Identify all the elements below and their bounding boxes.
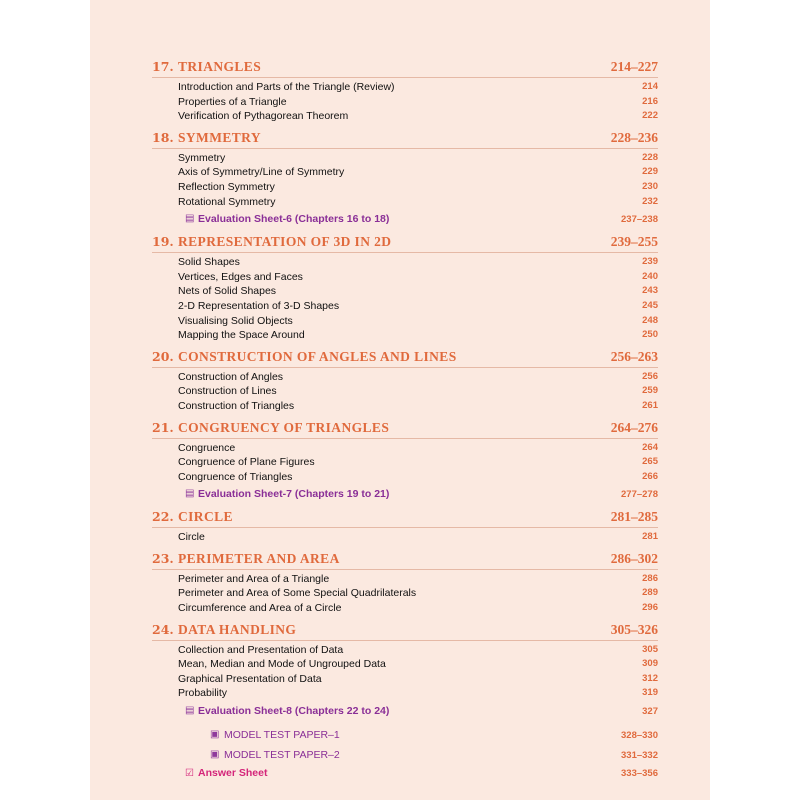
topic-page: 296 — [642, 602, 658, 614]
topic-entry[interactable] — [152, 456, 658, 471]
topic-entry[interactable] — [152, 96, 658, 111]
answer-title: Answer Sheet — [198, 767, 268, 780]
topic-page: 261 — [642, 399, 658, 411]
topic-title: Mean, Median and Mode of Ungrouped Data — [178, 658, 386, 671]
topic-page: 289 — [642, 587, 658, 599]
topic-title: Perimeter and Area of a Triangle — [178, 572, 330, 585]
topic-page: 264 — [642, 441, 658, 453]
topic-page: 312 — [642, 672, 658, 684]
topic-entry[interactable] — [152, 385, 658, 400]
topic-entry[interactable] — [152, 166, 658, 181]
topic-page: 250 — [642, 329, 658, 341]
table-of-contents — [152, 58, 658, 783]
chapter-number: 19. — [152, 234, 174, 250]
topic-entry[interactable] — [152, 602, 658, 617]
document-icon: ▤ — [185, 488, 195, 500]
topic-title: Collection and Presentation of Data — [178, 643, 344, 656]
topic-page: 266 — [642, 470, 658, 482]
chapter-title: REPRESENTATION OF 3D IN 2D — [178, 234, 392, 250]
answer-sheet-entry[interactable] — [152, 765, 658, 783]
topic-title: Graphical Presentation of Data — [178, 672, 322, 685]
topic-entry[interactable] — [152, 196, 658, 211]
topic-title: Reflection Symmetry — [178, 180, 275, 193]
topic-title: Construction of Lines — [178, 385, 277, 398]
topic-title: Properties of a Triangle — [178, 95, 287, 108]
chapter-page-range: 228–236 — [610, 129, 658, 145]
chapter-page-range: 256–263 — [610, 348, 658, 364]
square-icon: ▣ — [210, 749, 220, 761]
evaluation-page: 277–278 — [621, 489, 658, 501]
topic-title: Rotational Symmetry — [178, 195, 276, 208]
topic-title: Congruence — [178, 441, 236, 454]
topic-page: 232 — [642, 195, 658, 207]
model-page: 331–332 — [621, 750, 658, 762]
chapter-title: CIRCLE — [178, 509, 233, 525]
chapter-title: PERIMETER AND AREA — [178, 550, 340, 566]
topic-page: 239 — [642, 256, 658, 268]
chapter-heading[interactable] — [152, 129, 658, 149]
topic-entry[interactable] — [152, 658, 658, 673]
topic-title: Verification of Pythagorean Theorem — [178, 110, 349, 123]
topic-page: 281 — [642, 531, 658, 543]
model-title: MODEL TEST PAPER–1 — [224, 729, 340, 742]
topic-entry[interactable] — [152, 400, 658, 415]
chapter-number: 22. — [152, 509, 174, 525]
square-icon: ▣ — [210, 729, 220, 741]
topic-entry[interactable] — [152, 644, 658, 659]
checkbox-icon: ☑ — [185, 768, 194, 780]
topic-page: 243 — [642, 285, 658, 297]
chapter-number: 21. — [152, 419, 174, 435]
topic-title: 2-D Representation of 3-D Shapes — [178, 299, 340, 312]
chapter-section — [152, 348, 658, 415]
model-page: 328–330 — [621, 730, 658, 742]
topic-entry[interactable] — [152, 152, 658, 167]
topic-title: Symmetry — [178, 151, 226, 164]
topic-page: 229 — [642, 166, 658, 178]
chapter-heading[interactable] — [152, 508, 658, 528]
topic-page: 214 — [642, 81, 658, 92]
evaluation-page: 327 — [642, 706, 658, 718]
topic-title: Introduction and Parts of the Triangle (Review) — [178, 81, 395, 93]
topic-title: Construction of Triangles — [178, 399, 295, 412]
chapter-number: 20. — [152, 348, 174, 364]
answer-page: 333–356 — [621, 768, 658, 780]
topic-entry[interactable] — [152, 271, 658, 286]
topic-title: Perimeter and Area of Some Special Quadrilaterals — [178, 587, 417, 600]
chapter-page-range: 286–302 — [610, 550, 658, 566]
topic-title: Circle — [178, 531, 205, 544]
topic-entry[interactable] — [152, 442, 658, 457]
chapter-number: 24. — [152, 621, 174, 637]
topic-entry[interactable] — [152, 573, 658, 588]
chapter-page-range: 239–255 — [610, 234, 658, 250]
chapter-heading[interactable] — [152, 419, 658, 439]
topic-page: 230 — [642, 180, 658, 192]
topic-entry[interactable] — [152, 371, 658, 386]
chapter-section — [152, 419, 658, 505]
topic-title: Construction of Angles — [178, 370, 284, 383]
topic-title: Visualising Solid Objects — [178, 314, 293, 327]
topic-entry[interactable] — [152, 110, 658, 125]
topic-title: Nets of Solid Shapes — [178, 285, 277, 298]
evaluation-title: Evaluation Sheet-8 (Chapters 22 to 24) — [198, 705, 390, 718]
chapter-title: TRIANGLES — [178, 59, 262, 74]
chapter-section — [152, 129, 658, 229]
document-icon: ▤ — [185, 705, 195, 717]
topic-entry[interactable] — [152, 587, 658, 602]
chapter-title: SYMMETRY — [178, 129, 261, 145]
chapter-title: DATA HANDLING — [178, 621, 297, 637]
chapter-heading[interactable] — [152, 233, 658, 253]
topic-entry[interactable] — [152, 687, 658, 702]
evaluation-page: 237–238 — [621, 214, 658, 226]
evaluation-title: Evaluation Sheet-6 (Chapters 16 to 18) — [198, 213, 390, 226]
topic-title: Circumference and Area of a Circle — [178, 602, 342, 615]
topic-entry[interactable] — [152, 329, 658, 344]
topic-page: 259 — [642, 385, 658, 397]
topic-page: 309 — [642, 658, 658, 670]
topic-page: 305 — [642, 643, 658, 655]
topic-page: 265 — [642, 456, 658, 468]
chapter-number: 18. — [152, 129, 174, 145]
chapter-title: CONGRUENCY OF TRIANGLES — [178, 419, 390, 435]
chapter-heading[interactable] — [152, 348, 658, 368]
chapter-section — [152, 58, 658, 125]
chapter-heading[interactable] — [152, 550, 658, 570]
topic-title: Mapping the Space Around — [178, 329, 305, 342]
topic-entry[interactable] — [152, 471, 658, 486]
chapter-title: CONSTRUCTION OF ANGLES AND LINES — [178, 348, 457, 364]
evaluation-sheet-entry[interactable] — [152, 486, 658, 504]
chapter-page-range: 281–285 — [610, 509, 658, 525]
topic-entry[interactable] — [152, 300, 658, 315]
topic-page: 222 — [642, 110, 658, 122]
topic-page: 248 — [642, 314, 658, 326]
topic-title: Congruence of Triangles — [178, 470, 293, 483]
topic-entry[interactable] — [152, 81, 658, 96]
topic-title: Vertices, Edges and Faces — [178, 270, 303, 283]
topic-entry[interactable] — [152, 531, 658, 546]
chapter-heading[interactable] — [152, 58, 658, 78]
chapter-section — [152, 621, 658, 721]
chapter-page-range: 305–326 — [610, 621, 658, 637]
chapter-number: 17. — [152, 59, 174, 74]
topic-entry[interactable] — [152, 285, 658, 300]
chapter-section — [152, 550, 658, 617]
topic-page: 256 — [642, 370, 658, 382]
topic-entry[interactable] — [152, 673, 658, 688]
model-title: MODEL TEST PAPER–2 — [224, 749, 340, 762]
topic-title: Axis of Symmetry/Line of Symmetry — [178, 166, 345, 179]
topic-entry[interactable] — [152, 256, 658, 271]
topic-title: Congruence of Plane Figures — [178, 456, 315, 469]
chapter-section — [152, 233, 658, 344]
evaluation-sheet-entry[interactable] — [152, 703, 658, 721]
chapter-page-range: 214–227 — [610, 59, 658, 74]
topic-title: Solid Shapes — [178, 256, 240, 269]
topic-page: 240 — [642, 270, 658, 282]
topic-page: 228 — [642, 151, 658, 163]
topic-title: Probability — [178, 687, 228, 700]
topic-entry[interactable] — [152, 315, 658, 330]
model-test-paper-entry[interactable] — [152, 725, 658, 745]
chapter-page-range: 264–276 — [610, 419, 658, 435]
topic-page: 286 — [642, 572, 658, 584]
chapter-heading[interactable] — [152, 621, 658, 641]
evaluation-title: Evaluation Sheet-7 (Chapters 19 to 21) — [198, 488, 390, 501]
chapter-section — [152, 508, 658, 546]
document-icon: ▤ — [185, 213, 195, 225]
model-test-paper-entry[interactable] — [152, 745, 658, 765]
evaluation-sheet-entry[interactable] — [152, 211, 658, 229]
topic-page: 319 — [642, 687, 658, 699]
chapter-number: 23. — [152, 550, 174, 566]
topic-entry[interactable] — [152, 181, 658, 196]
topic-page: 245 — [642, 299, 658, 311]
topic-page: 216 — [642, 95, 658, 107]
